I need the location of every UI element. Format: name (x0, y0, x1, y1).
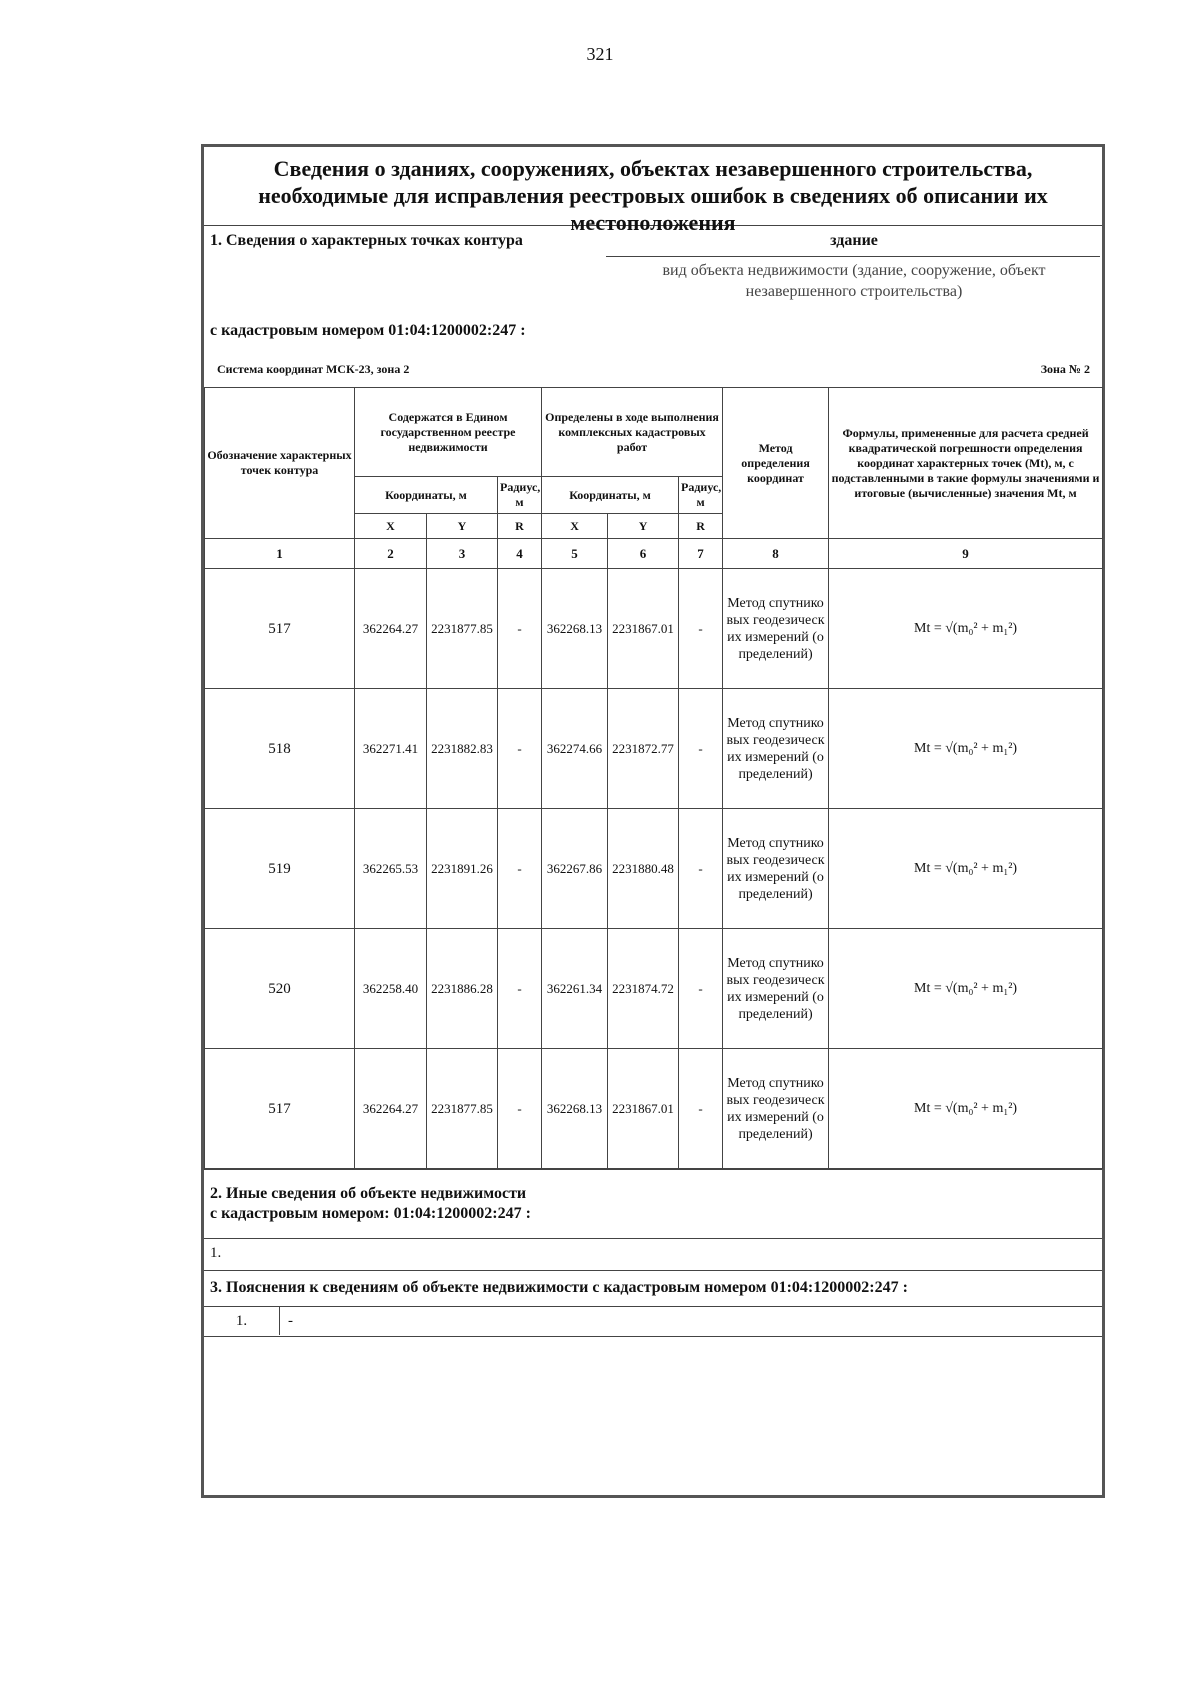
x-complex: 362268.13 (542, 1049, 608, 1169)
point-id: 518 (205, 689, 355, 809)
y-complex: 2231874.72 (608, 929, 679, 1049)
document-frame (201, 144, 1105, 1498)
r-complex: - (679, 689, 723, 809)
table-row (205, 1049, 1103, 1169)
column-number: 2 (355, 539, 427, 569)
formula: Mt = √(m₀² + m₁²) (829, 569, 1103, 689)
document-title: Сведения о зданиях, сооружениях, объектах незавершенного строительства, необходимые для исправления реестровых ошибок в сведениях об описании их местоположения (204, 147, 1102, 226)
point-id: 517 (205, 569, 355, 689)
y-egrn: 2231891.26 (427, 809, 498, 929)
y-egrn: 2231882.83 (427, 689, 498, 809)
header-formula: Формулы, примененные для расчета средней квадратической погрешности определения координат характерных точек (Mt), м, с подставленными в такие формулы значениями и итоговые (вычисленные) значения Mt, м (829, 388, 1103, 539)
y-egrn: 2231877.85 (427, 569, 498, 689)
y-egrn: 2231877.85 (427, 1049, 498, 1169)
method: Метод спутниковых геодезических измерений (определений) (723, 929, 829, 1049)
page-number: 321 (586, 44, 614, 64)
object-type: здание (830, 232, 878, 249)
table-row (205, 809, 1103, 929)
method: Метод спутниковых геодезических измерений (определений) (723, 569, 829, 689)
x-complex: 362274.66 (542, 689, 608, 809)
column-number: 9 (829, 539, 1103, 569)
header-coords-complex: Координаты, м (542, 477, 679, 514)
section-1-heading: 1. Сведения о характерных точках контура (210, 232, 523, 249)
section-3-item-text: - (288, 1313, 293, 1329)
x-complex: 362261.34 (542, 929, 608, 1049)
column-number: 6 (608, 539, 679, 569)
r-complex: - (679, 929, 723, 1049)
header-r: R (679, 514, 723, 539)
header-egrn: Содержатся в Едином государственном реестре недвижимости (355, 388, 542, 477)
r-complex: - (679, 569, 723, 689)
header-x: X (355, 514, 427, 539)
r-complex: - (679, 1049, 723, 1169)
section-2-header (204, 1169, 1102, 1239)
r-egrn: - (498, 689, 542, 809)
zone-label: Зона № 2 (1040, 362, 1090, 376)
x-complex: 362268.13 (542, 569, 608, 689)
section-2-cadastral: с кадастровым номером: 01:04:1200002:247 : (210, 1205, 531, 1222)
x-egrn: 362264.27 (355, 569, 427, 689)
header-y: Y (608, 514, 679, 539)
header-r: R (498, 514, 542, 539)
column-number: 4 (498, 539, 542, 569)
x-egrn: 362264.27 (355, 1049, 427, 1169)
x-egrn: 362271.41 (355, 689, 427, 809)
point-id: 519 (205, 809, 355, 929)
section-3-item (204, 1307, 1102, 1337)
point-id: 517 (205, 1049, 355, 1169)
method: Метод спутниковых геодезических измерений (определений) (723, 1049, 829, 1169)
y-egrn: 2231886.28 (427, 929, 498, 1049)
method: Метод спутниковых геодезических измерений (определений) (723, 809, 829, 929)
column-number: 8 (723, 539, 829, 569)
formula: Mt = √(m₀² + m₁²) (829, 1049, 1103, 1169)
y-complex: 2231867.01 (608, 1049, 679, 1169)
x-complex: 362267.86 (542, 809, 608, 929)
header-complex: Определены в ходе выполнения комплексных кадастровых работ (542, 388, 723, 477)
column-number: 1 (205, 539, 355, 569)
y-complex: 2231867.01 (608, 569, 679, 689)
x-egrn: 362265.53 (355, 809, 427, 929)
header-coords-egrn: Координаты, м (355, 477, 498, 514)
section-3-item-number: 1. (204, 1307, 280, 1335)
header-radius-egrn: Радиус, м (498, 477, 542, 514)
header-y: Y (427, 514, 498, 539)
column-number: 3 (427, 539, 498, 569)
r-egrn: - (498, 929, 542, 1049)
y-complex: 2231872.77 (608, 689, 679, 809)
r-egrn: - (498, 1049, 542, 1169)
object-type-underline (606, 256, 1100, 257)
points-table (204, 387, 1103, 1169)
table-row (205, 569, 1103, 689)
object-type-hint: вид объекта недвижимости (здание, сооружение, объект незавершенного строительства) (662, 262, 1046, 300)
table-row (205, 929, 1103, 1049)
header-point: Обозначение характерных точек контура (205, 388, 355, 539)
section-3-heading: 3. Пояснения к сведениям об объекте недвижимости с кадастровым номером 01:04:1200002:247 : (204, 1271, 1102, 1307)
formula: Mt = √(m₀² + m₁²) (829, 929, 1103, 1049)
cadastral-number-label: с кадастровым номером 01:04:1200002:247 : (210, 322, 526, 339)
section-1-header (204, 226, 1102, 387)
r-egrn: - (498, 569, 542, 689)
table-row (205, 689, 1103, 809)
header-x: X (542, 514, 608, 539)
section-2-heading: 2. Иные сведения об объекте недвижимости (210, 1185, 527, 1202)
formula: Mt = √(m₀² + m₁²) (829, 689, 1103, 809)
column-number: 7 (679, 539, 723, 569)
method: Метод спутниковых геодезических измерений (определений) (723, 689, 829, 809)
section-2-item: 1. (204, 1239, 1102, 1271)
x-egrn: 362258.40 (355, 929, 427, 1049)
r-egrn: - (498, 809, 542, 929)
formula: Mt = √(m₀² + m₁²) (829, 809, 1103, 929)
header-method: Метод определения координат (723, 388, 829, 539)
coordinate-system: Система координат МСК-23, зона 2 (217, 362, 410, 376)
header-radius-complex: Радиус, м (679, 477, 723, 514)
column-number: 5 (542, 539, 608, 569)
point-id: 520 (205, 929, 355, 1049)
r-complex: - (679, 809, 723, 929)
y-complex: 2231880.48 (608, 809, 679, 929)
